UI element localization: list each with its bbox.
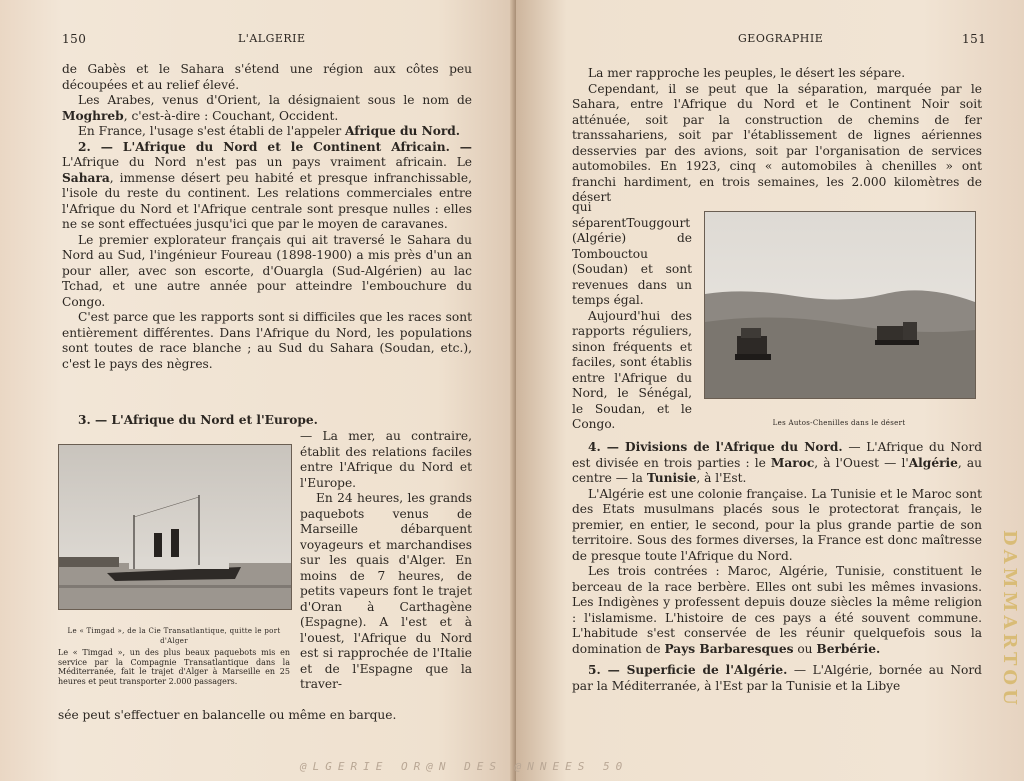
left-running-head: L'ALGERIE xyxy=(238,32,306,45)
left-page-number: 150 xyxy=(62,32,87,46)
right-top-text xyxy=(572,66,982,206)
section-5: 5. — Superficie de l'Algérie. — L'Algérie, bornée au Nord par la Méditerranée, à l'Est par la Tunisie et la Libye xyxy=(572,663,982,693)
section-3-heading-line xyxy=(62,413,472,429)
left-top-text xyxy=(62,62,472,372)
section-4: 4. — Divisions de l'Afrique du Nord. — L'Afrique du Nord est divisée en trois parties : le Maroc, à l'Ouest — l'Algérie, au centre — la Tunisie, à l'Est. xyxy=(572,440,982,485)
paragraph: En France, l'usage s'est établi de l'appeler Afrique du Nord. xyxy=(78,124,461,138)
paragraph: de Gabès et le Sahara s'étend une région aux côtes peu découpées et au relief élevé. xyxy=(62,62,472,92)
right-page-number: 151 xyxy=(962,32,987,46)
left-wrap-text xyxy=(300,429,472,693)
section-heading: 3. — L'Afrique du Nord et l'Europe. xyxy=(78,413,318,427)
dammartou-stamp: DAMMARTOU xyxy=(999,530,1020,709)
paragraph: — La mer, au contraire, établit des relations faciles entre l'Afrique du Nord et l'Europe. xyxy=(300,429,472,490)
section-heading: 4. — Divisions de l'Afrique du Nord. xyxy=(588,440,843,454)
section-heading: 5. — Superficie de l'Algérie. xyxy=(588,663,788,677)
ship-photo xyxy=(58,444,292,610)
autos-photo xyxy=(704,211,976,399)
ship-photo-caption-body: Le « Timgad », un des plus beaux paquebots mis en service par la Compagnie Transatlantique dans la Méditerranée, fait le trajet d'Alger à Marseille en 25 heures et peut transporter 2.000 passagers. xyxy=(58,648,290,686)
paragraph: L'Algérie est une colonie française. La Tunisie et le Maroc sont des Etats musulmans placés sous le protectorat français, le premier, en entier, le second, pour la plus grande partie de son territoire. Sous des formes diverses, la France est donc maîtresse de presque toute l'Afrique du Nord. xyxy=(572,486,982,563)
right-bottom-text xyxy=(572,440,982,694)
right-page xyxy=(516,0,1024,781)
paragraph: Le premier explorateur français qui ait traversé le Sahara du Nord au Sud, l'ingénieur Foureau (1898-1900) a mis près d'un an pour aller, avec son escorte, d'Ouargla (Sud-Algérien) au lac Tchad, et une autre année pour atteindre l'embouchure du Congo. xyxy=(62,232,472,309)
ship-photo-caption-title: Le « Timgad », de la Cie Transatlantique, quitte le port d'Alger xyxy=(67,627,281,645)
autos-photo-caption: Les Autos-Chenilles dans le désert xyxy=(772,419,906,427)
paragraph: Les trois contrées : Maroc, Algérie, Tunisie, constituent le berceau de la race berbère. Elles ont subi les mêmes invasions. Les Indigènes y professent depuis douze siècles la même religion : l'islamisme. L'histoire de ces pays a été souvent commune. L'habitude s'est conservée de les réunir quelquefois sous la domination de Pays Barbaresques ou Berbérie. xyxy=(572,564,982,656)
paragraph: La mer rapproche les peuples, le désert les sépare. xyxy=(588,66,906,80)
right-running-head: GEOGRAPHIE xyxy=(738,32,824,45)
paragraph: Les Arabes, venus d'Orient, la désignaient sous le nom de Moghreb, c'est-à-dire : Couchant, Occident. xyxy=(62,93,472,123)
paragraph: qui séparentTouggourt (Algérie) de Tombouctou (Soudan) et sont revenues dans un temps égal. xyxy=(572,200,692,307)
paragraph: En 24 heures, les grands paquebots venus de Marseille débarquent voyageurs et marchandises sur les quais d'Alger. En moins de 7 heures, de petits vapeurs font le trajet d'Oran à Carthagène (Espagne). A l'est et à l'ouest, l'Afrique du Nord est si rapprochée de l'Italie et de l'Espagne que la traver- xyxy=(300,491,472,691)
left-last-line: sée peut s'effectuer en balancelle ou même en barque. xyxy=(58,708,397,722)
right-wrap-text xyxy=(572,200,692,433)
paragraph: Cependant, il se peut que la séparation, marquée par le Sahara, entre l'Afrique du Nord et le Continent Noir soit atténuée, soit par la construction de chemins de fer transsahariens, soit par l'établissement de lignes aériennes desservies par des avions, soit par l'organisation de services automobiles. En 1923, cinq « automobiles à chenilles » ont franchi hardiment, en trois semaines, les 2.000 kilomètres de désert xyxy=(572,81,982,204)
section-2: 2. — L'Afrique du Nord et le Continent Africain. — L'Afrique du Nord n'est pas un pays vraiment africain. Le Sahara, immense désert peu habité et presque infranchissable, l'isole du reste du continent. Les relations commerciales entre l'Afrique du Nord et l'Afrique centrale sont presque nulles : elles ne se sont effectuées jusqu'ici que par le moyen de caravanes. xyxy=(62,139,472,231)
paragraph: Aujourd'hui des rapports réguliers, sinon fréquents et faciles, sont établis entre l'Afrique du Nord, le Sénégal, le Soudan, et le Congo. xyxy=(572,308,692,431)
watermark: @LGERIE OR@N DES @NNEES 50 xyxy=(300,760,629,773)
section-heading: 2. — L'Afrique du Nord et le Continent Africain. — xyxy=(78,139,472,154)
paragraph: C'est parce que les rapports sont si difficiles que les races sont entièrement différentes. Dans l'Afrique du Nord, les populations sont toutes de race blanche ; au Sud du Sahara (Soudan, etc.), c'est le pays des nègres. xyxy=(62,310,472,371)
